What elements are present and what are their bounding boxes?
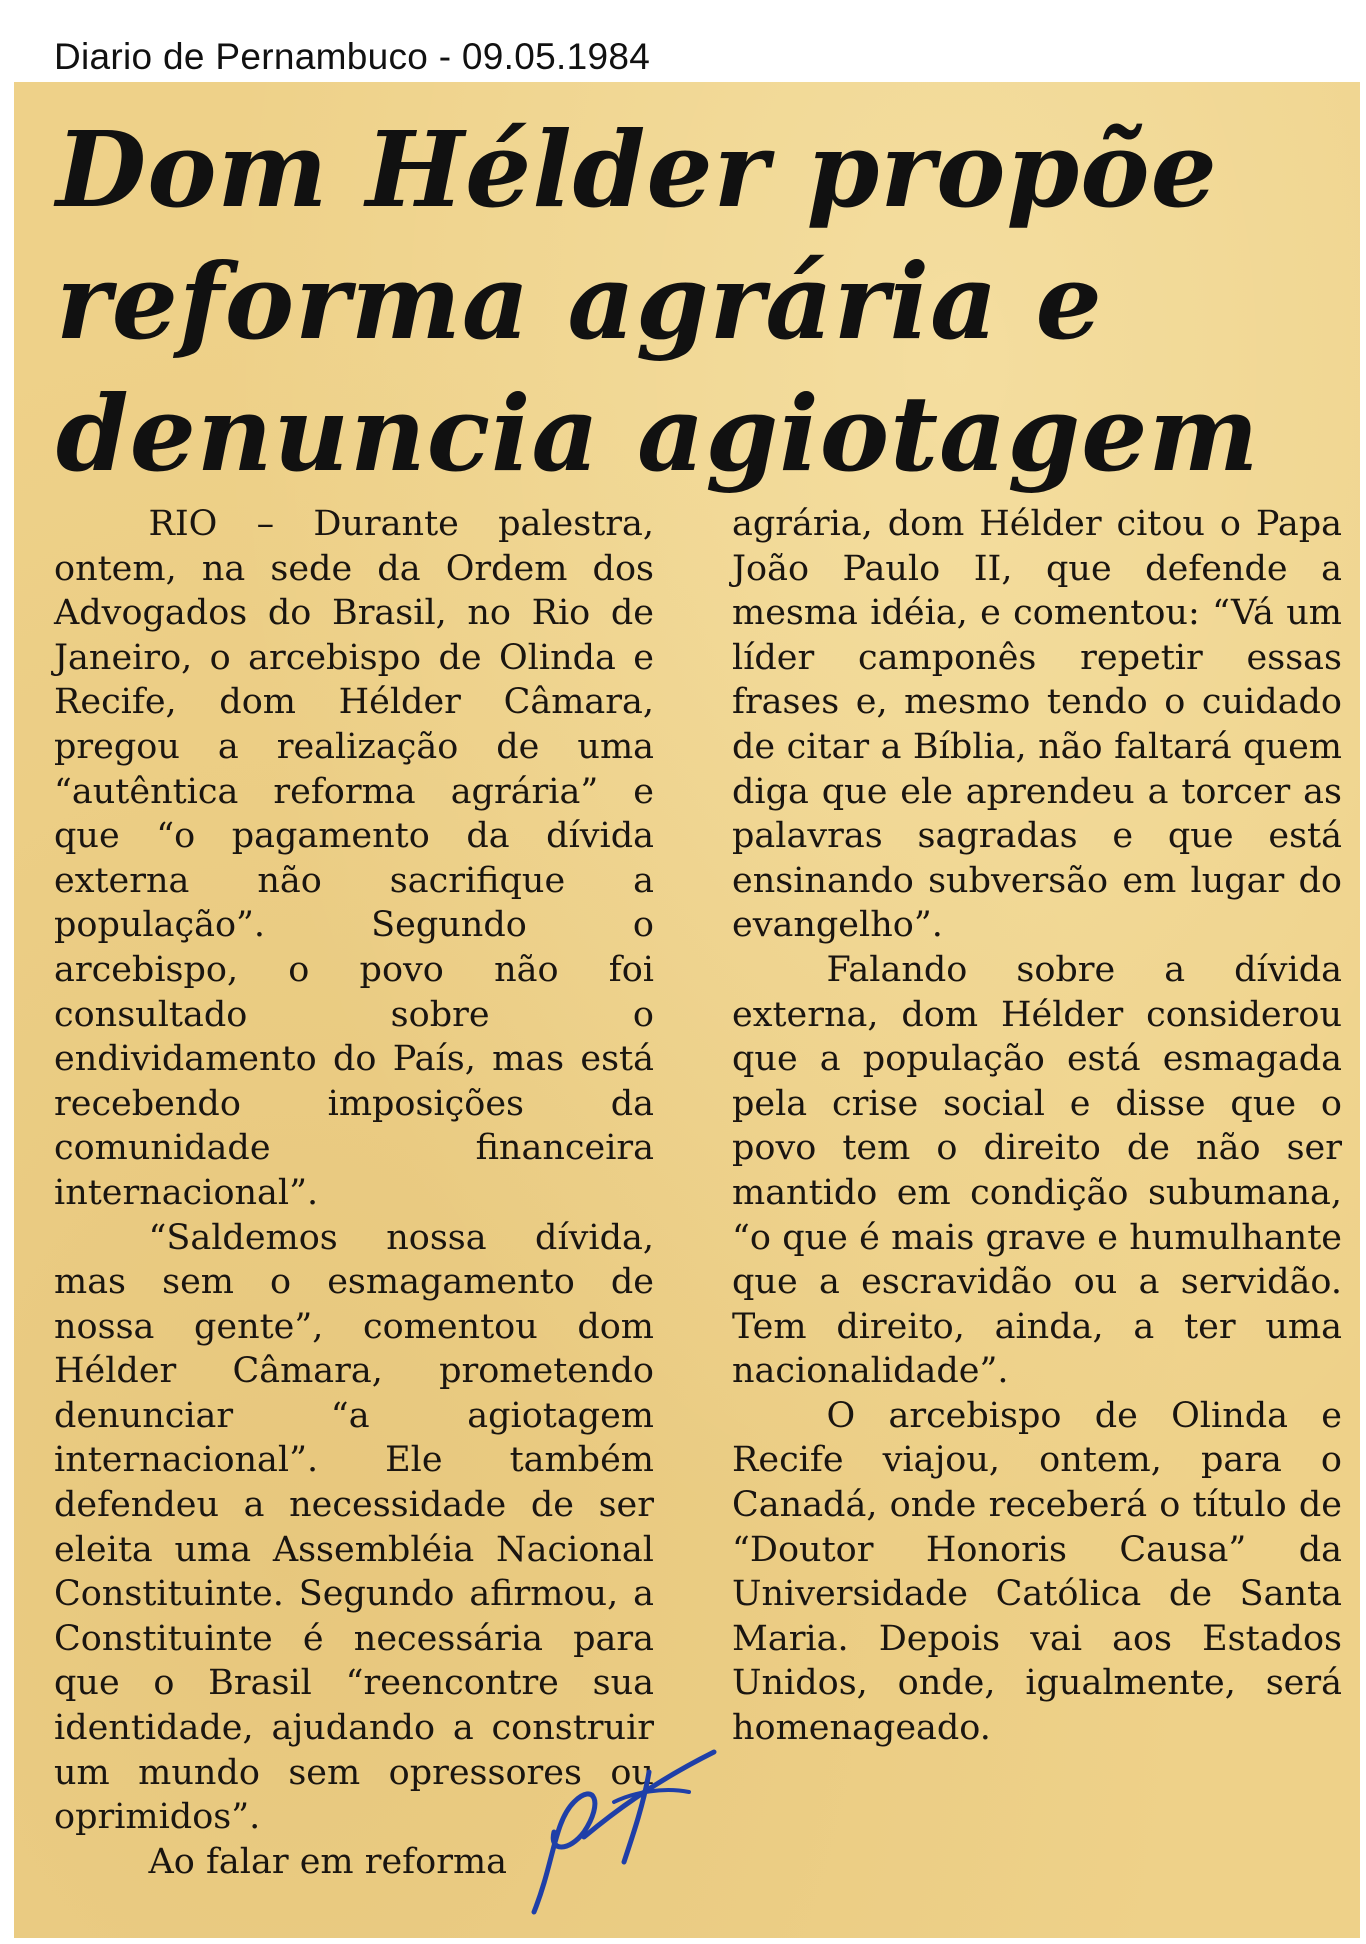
article-column-right bbox=[732, 502, 1342, 1751]
article-paragraph: O arcebispo de Olinda e Recife viajou, ontem, para o Canadá, onde receberá o título de “Doutor Honoris Causa” da Universidade Católica de Santa Maria. Depois vai aos Estados Unidos, onde, igualmente, será homenageado. bbox=[732, 1395, 1342, 1749]
article-headline bbox=[56, 104, 1296, 500]
newspaper-clipping bbox=[14, 82, 1360, 1938]
headline-line-1: Dom Hélder propõe bbox=[56, 108, 1218, 231]
clipping-source-caption: Diario de Pernambuco - 09.05.1984 bbox=[54, 36, 651, 77]
article-paragraph: agrária, dom Hélder citou o Papa João Paulo II, que defende a mesma idéia, e comentou: “Vá um líder camponês repetir essas frases e, mesmo tendo o cuidado de citar a Bíblia, não faltará quem diga que ele aprendeu a torcer as palavras sagradas e que está ensinando subversão em lugar do evangelho”. bbox=[732, 504, 1342, 946]
handwritten-signature-mark bbox=[514, 1742, 764, 1942]
headline-line-2: reforma agrária e bbox=[56, 240, 1103, 363]
headline-line-3: denuncia agiotagem bbox=[56, 372, 1260, 495]
article-paragraph: Falando sobre a dívida externa, dom Hélder considerou que a população está esmagada pela crise social e disse que o povo tem o direito de não ser mantido em condição subumana, “o que é mais grave e humulhante que a escravidão ou a servidão. Tem direito, ainda, a ter uma nacionalidade”. bbox=[732, 949, 1342, 1392]
article-column-left bbox=[54, 502, 654, 1884]
article-paragraph: RIO – Durante palestra, ontem, na sede da Ordem dos Advogados do Brasil, no Rio de Janeiro, o arcebispo de Olinda e Recife, dom Hélder Câmara, pregou a realização de uma “autêntica reforma agrária” e que “o pagamento da dívida externa não sacrifique a população”. Segundo o arcebispo, o povo não foi consultado sobre o endividamento do País, mas está recebendo imposições da comunidade financeira internacional”. bbox=[54, 504, 654, 1213]
article-paragraph: “Saldemos nossa dívida, mas sem o esmagamento de nossa gente”, comentou dom Hélder Câmara, prometendo denunciar “a agiotagem internacional”. Ele também defendeu a necessidade de ser eleita uma Assembléia Nacional Constituinte. Segundo afirmou, a Constituinte é necessária para que o Brasil “reencontre sua identidade, ajudando a construir um mundo sem opressores ou oprimidos”. bbox=[54, 1217, 654, 1838]
article-paragraph: Ao falar em reforma bbox=[148, 1841, 507, 1882]
